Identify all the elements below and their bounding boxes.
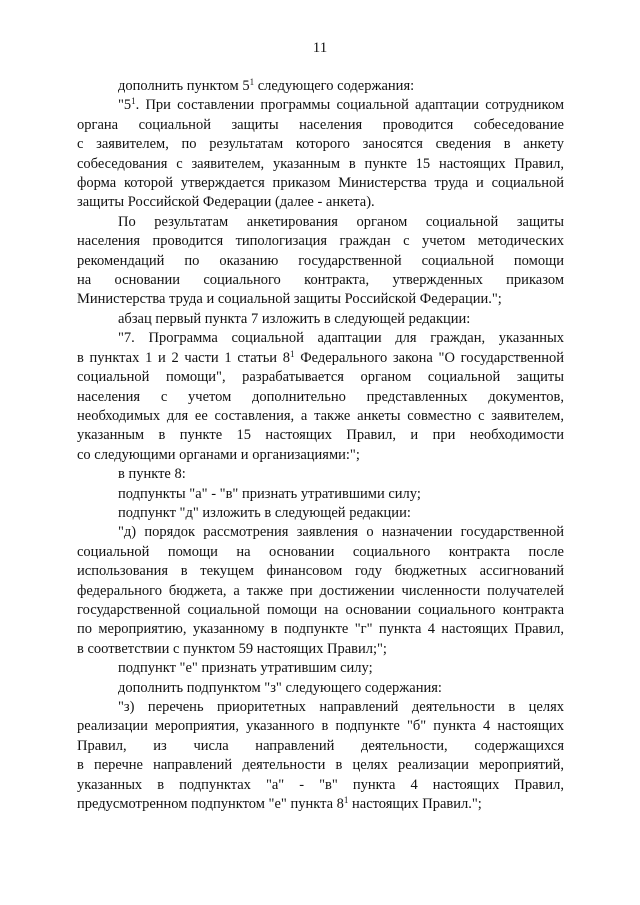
text-segment: на основании социального контракта, утвержденных приказом — [77, 272, 564, 289]
text-line — [77, 426, 564, 445]
text-line — [77, 407, 564, 426]
text-segment: дополнить подпунктом "з" следующего содержания: — [118, 679, 442, 696]
text-line — [77, 620, 564, 639]
text-line — [77, 116, 564, 135]
text-segment: федерального бюджета, а также при достижении численности получателей — [77, 582, 564, 599]
text-segment: указанным в пункте 15 настоящих Правил, и при необходимости — [77, 427, 564, 444]
paragraph — [77, 679, 564, 698]
text-line — [77, 601, 564, 620]
paragraph — [77, 310, 564, 329]
superscript: 1 — [290, 348, 295, 359]
paragraph — [77, 465, 564, 484]
paragraph — [77, 485, 564, 504]
document-body — [77, 77, 564, 814]
text-line — [77, 698, 564, 717]
text-segment: в пункте 8: — [118, 466, 186, 483]
text-line — [77, 174, 564, 193]
text-line — [77, 776, 564, 795]
text-line — [77, 679, 564, 698]
text-segment: защиты Российской Федерации (далее - анкета). — [77, 194, 375, 211]
text-segment: следующего содержания: — [254, 78, 415, 94]
text-line — [77, 504, 564, 523]
paragraph — [77, 504, 564, 523]
paragraph — [77, 698, 564, 814]
text-line — [77, 349, 564, 368]
text-segment: "з) перечень приоритетных направлений деятельности в целях — [118, 699, 564, 715]
text-segment: реализации мероприятия, указанного в подпункте "б" пункта 4 настоящих — [77, 718, 564, 735]
text-line — [77, 388, 564, 407]
text-segment: подпункт "е" признать утратившим силу; — [118, 660, 373, 677]
page-number: 11 — [312, 40, 328, 56]
text-segment: населения с учетом дополнительно представленных документов, — [77, 388, 564, 405]
text-line — [77, 310, 564, 329]
paragraph — [77, 213, 564, 310]
paragraph — [77, 659, 564, 678]
text-line — [77, 213, 564, 232]
text-line — [77, 368, 564, 387]
text-segment: "5 — [118, 97, 132, 114]
text-segment: По результатам анкетирования органом социальной защиты — [118, 213, 564, 230]
superscript: 1 — [131, 96, 136, 107]
paragraph — [77, 96, 564, 212]
text-segment: необходимых для ее составления, а также анкеты совместно с заявителем, — [77, 407, 564, 424]
text-segment: предусмотренном подпунктом "е" пункта 8 — [77, 796, 344, 813]
text-line — [77, 252, 564, 271]
text-segment: социальной помощи", разрабатывается органом социальной защиты — [77, 369, 564, 386]
text-line — [77, 290, 564, 309]
text-segment: населения проводится типологизация граждан с учетом методических — [77, 233, 564, 250]
text-line — [77, 96, 564, 115]
text-line — [77, 756, 564, 775]
text-line — [77, 77, 564, 96]
text-segment: подпункт "д" изложить в следующей редакции: — [118, 504, 411, 521]
text-segment: государственной социальной помощи на основании социального контракта — [77, 601, 564, 618]
text-line — [77, 465, 564, 484]
text-line — [77, 717, 564, 736]
text-segment: по мероприятию, указанному в подпункте "г" пункта 4 настоящих Правил, — [77, 621, 564, 638]
text-line — [77, 795, 564, 814]
text-line — [77, 640, 564, 659]
text-line — [77, 562, 564, 581]
text-segment: рекомендаций по оказанию государственной социальной помощи — [77, 252, 564, 269]
text-line — [77, 135, 564, 154]
text-segment: "7. Программа социальной адаптации для граждан, указанных — [118, 330, 564, 347]
text-line — [77, 155, 564, 174]
text-segment: собеседования с заявителем, указанным в пункте 15 настоящих Правил, — [77, 155, 564, 172]
text-segment: Федерального закона "О государственной — [294, 349, 564, 366]
superscript: 1 — [343, 795, 349, 806]
text-segment: . При составлении программы социальной адаптации сотрудником — [135, 97, 564, 114]
text-line — [77, 659, 564, 678]
text-line — [77, 485, 564, 504]
text-segment: в соответствии с пунктом 59 настоящих Правил;"; — [77, 640, 387, 657]
text-segment: Министерства труда и социальной защиты Российской Федерации."; — [77, 291, 502, 308]
text-segment: абзац первый пункта 7 изложить в следующей редакции: — [118, 310, 471, 327]
text-line — [77, 446, 564, 465]
text-line — [77, 329, 564, 348]
text-line — [77, 232, 564, 251]
paragraph — [77, 523, 564, 659]
text-line — [77, 271, 564, 290]
text-line — [77, 582, 564, 601]
text-segment: в пунктах 1 и 2 части 1 статьи 8 — [77, 349, 291, 366]
text-segment: подпункты "а" - "в" признать утратившими силу; — [118, 485, 421, 502]
text-line — [77, 543, 564, 562]
superscript: 1 — [249, 77, 255, 87]
text-line — [77, 193, 564, 212]
text-segment: социальной помощи на основании социального контракта после — [77, 543, 564, 560]
text-line — [77, 523, 564, 542]
text-segment: в перечне направлений деятельности в целях реализации мероприятий, — [77, 757, 564, 774]
text-segment: с заявителем, по результатам которого заносятся сведения в анкету — [77, 136, 564, 153]
text-segment: указанных в подпунктах "а" - "в" пункта 4 настоящих Правил, — [77, 776, 564, 793]
paragraph — [77, 329, 564, 465]
text-line — [77, 737, 564, 756]
text-segment: форма которой утверждается приказом Министерства труда и социальной — [77, 175, 564, 192]
text-segment: настоящих Правил."; — [348, 796, 482, 813]
text-segment: Правил, из числа направлений деятельности, содержащихся — [77, 737, 564, 754]
text-segment: "д) порядок рассмотрения заявления о назначении государственной — [118, 524, 564, 541]
text-segment: органа социальной защиты населения проводится собеседование — [77, 116, 564, 133]
text-segment: использования в текущем финансовом году бюджетных ассигнований — [77, 563, 564, 580]
text-segment: со следующими органами и организациями:"; — [77, 446, 360, 463]
paragraph — [77, 77, 564, 96]
text-segment: дополнить пунктом 5 — [118, 78, 250, 94]
